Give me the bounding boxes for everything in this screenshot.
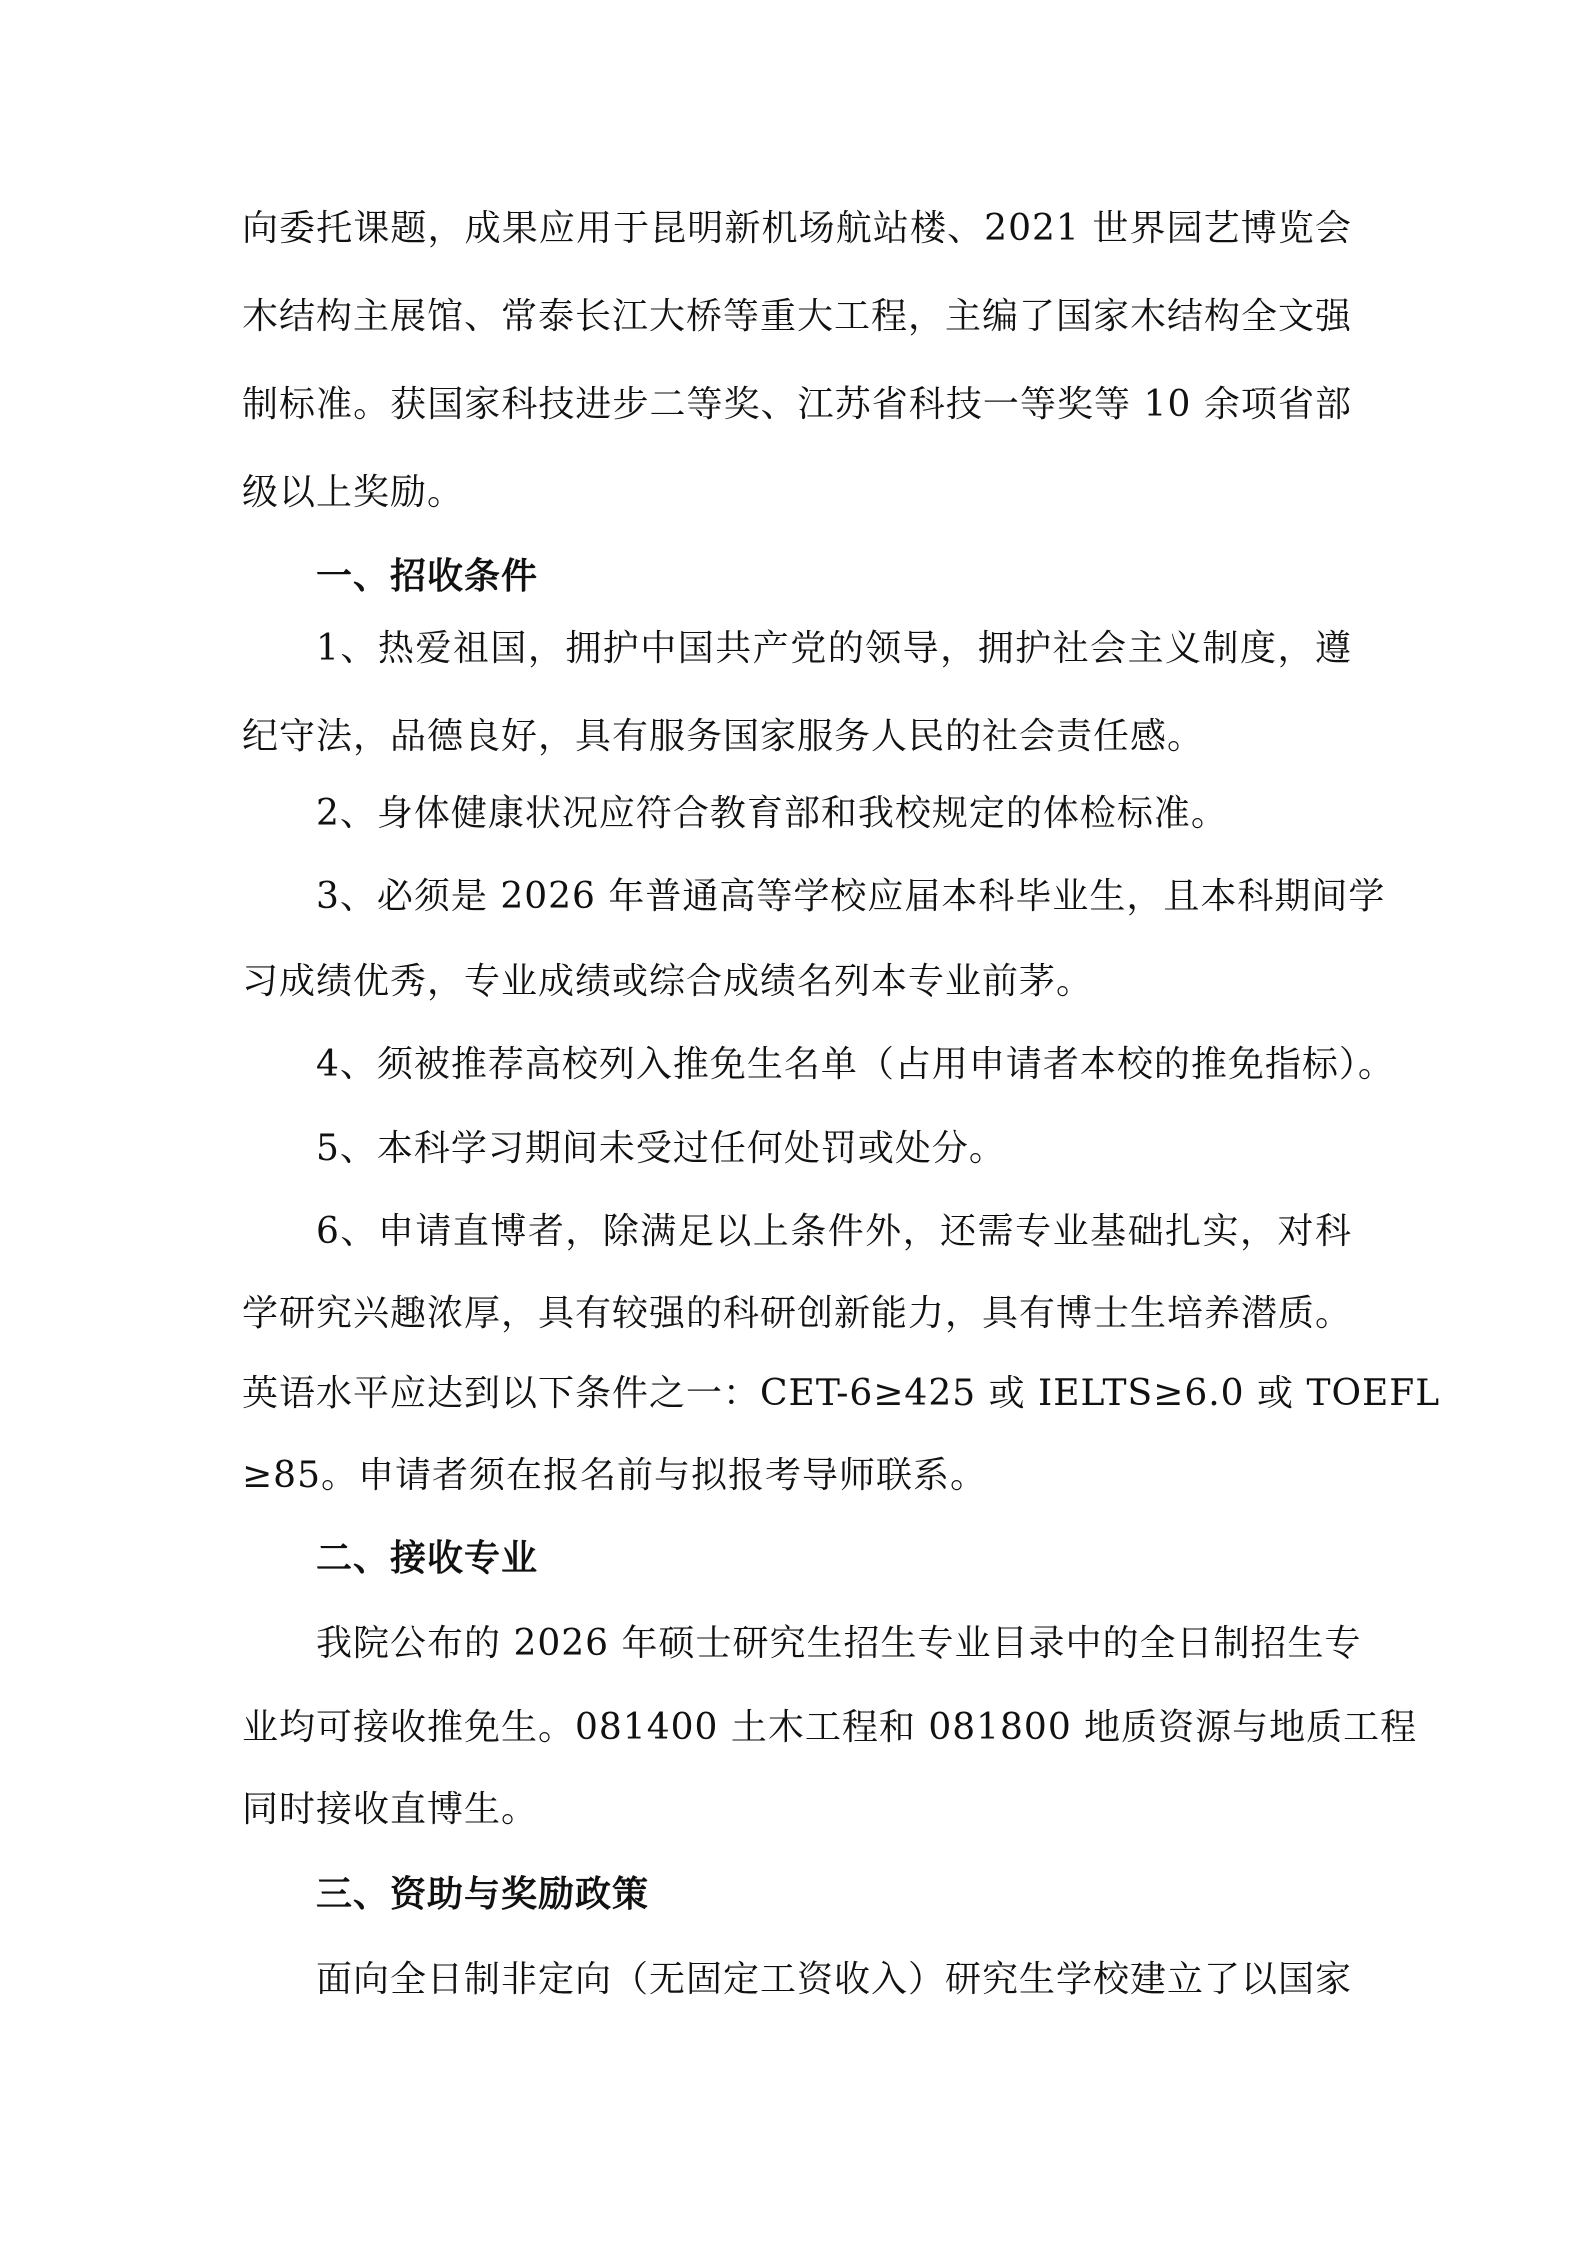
section1-item3-line-2: 习成绩优秀，专业成绩或综合成绩名列本专业前茅。 [242, 961, 1094, 1002]
section1-item1-line-1: 1、热爱祖国，拥护中国共产党的领导，拥护社会主义制度，遵 [316, 628, 1352, 669]
intro-line-4: 级以上奖励。 [242, 472, 465, 513]
intro-line-1: 向委托课题，成果应用于昆明新机场航站楼、2021 世界园艺博览会 [242, 208, 1352, 249]
section1-item6-line-2: 学研究兴趣浓厚，具有较强的科研创新能力，具有博士生培养潜质。 [242, 1293, 1353, 1334]
section1-item6-line-1: 6、申请直博者，除满足以上条件外，还需专业基础扎实，对科 [316, 1211, 1352, 1252]
section3-line-1: 面向全日制非定向（无固定工资收入）研究生学校建立了以国家 [316, 1959, 1353, 2000]
intro-line-3: 制标准。获国家科技进步二等奖、江苏省科技一等奖等 10 余项省部 [242, 384, 1352, 425]
section1-item3-line-1: 3、必须是 2026 年普通高等学校应届本科毕业生，且本科期间学 [316, 876, 1386, 917]
section1-item4: 4、须被推荐高校列入推免生名单（占用申请者本校的推免指标）。 [316, 1044, 1395, 1085]
section2-line-1: 我院公布的 2026 年硕士研究生招生专业目录中的全日制招生专 [316, 1623, 1362, 1664]
section2-line-3: 同时接收直博生。 [242, 1789, 539, 1830]
section2-line-2: 业均可接收推免生。081400 土木工程和 081800 地质资源与地质工程 [242, 1707, 1418, 1748]
section1-item5: 5、本科学习期间未受过任何处罚或处分。 [316, 1128, 1006, 1169]
section1-heading: 一、招收条件 [316, 556, 539, 597]
intro-line-2: 木结构主展馆、常泰长江大桥等重大工程，主编了国家木结构全文强 [242, 296, 1353, 337]
section1-item6-line-3: 英语水平应达到以下条件之一：CET-6≥425 或 IELTS≥6.0 或 TOEFL [242, 1373, 1441, 1414]
section1-item6-line-4: ≥85。申请者须在报名前与拟报考导师联系。 [242, 1455, 987, 1496]
section3-heading: 三、资助与奖励政策 [316, 1874, 650, 1915]
section2-heading: 二、接收专业 [316, 1538, 539, 1579]
section1-item1-line-2: 纪守法，品德良好，具有服务国家服务人民的社会责任感。 [242, 716, 1205, 757]
section1-item2: 2、身体健康状况应符合教育部和我校规定的体检标准。 [316, 793, 1228, 834]
